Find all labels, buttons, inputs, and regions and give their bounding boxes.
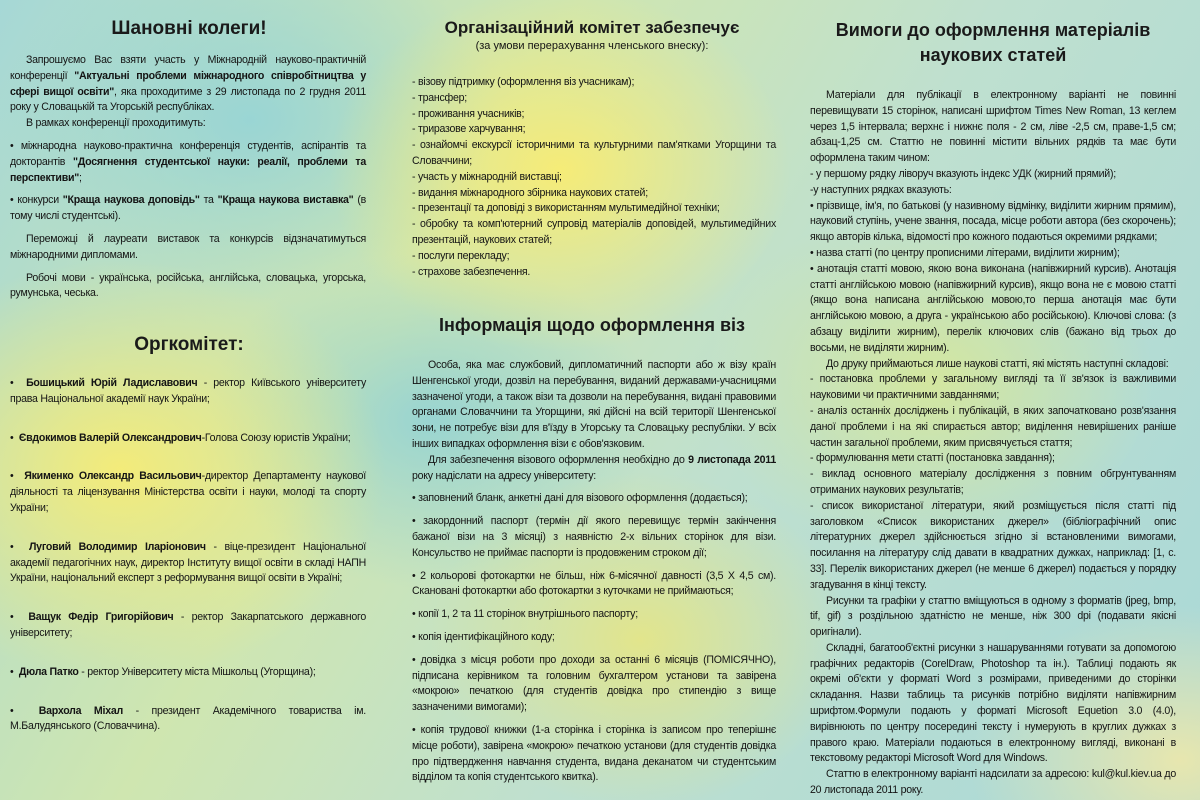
req-line: • анотація статті мовою, якою вона виконана (напівжирний курсив). Анотація статті англійською мовою (напівжирний курсив), якщо вона не є мовою статті (якщо вона написана англійською мовою,то перша анотація має бути англійською мовою, а друга - українською або російською). Ключові слова: (з абзацу виділити жирним), перелік ключових слів (бажано від трьох до восьми, не виділяти жирним). xyxy=(810,262,1176,354)
visa-title: Інформація щодо оформлення віз xyxy=(439,315,745,335)
req-part: - аналіз останніх досліджень і публікацій, в яких започатковано розв'язання даної проблеми і на які спирається автор; виділення невирішених раніше частин загальної проблеми, яким присвячується стаття; xyxy=(810,404,1176,449)
doc-item: • копія ідентифікаційного коду; xyxy=(412,630,555,643)
req-part: - список використаної літератури, який розміщується після статті під заголовком «Список використаних джерел» (бібліографічний опис літературних джерел здійснюється згідно зі встановленими вимогами, посилання на літературу слід давати в квадратних дужках, наприклад: [1, с. 33]. Перелік використаних джерел (не менше 6 джерел) подається у порядку згадування в кінці тексту. xyxy=(810,499,1176,591)
service-item: - візову підтримку (оформлення віз учасникам); xyxy=(412,76,635,88)
req-line: -у наступних рядках вказують: xyxy=(810,183,952,196)
doc-item: • 2 кольорові фотокартки не більш, ніж 6-місячної давності (3,5 X 4,5 см). Скановані фотокартки або фотокартки з куточками не приймаються; xyxy=(412,569,776,598)
event-bullet-contests: • конкурси "Краща наукова доповідь" та "Краща наукова виставка" (в тому числі студентські). xyxy=(10,194,366,223)
intro-paragraph: Запрошуємо Вас взяти участь у Міжнародній науково-практичній конференції "Актуальні проблеми міжнародного співробітництва у сфері вищої освіти", яка проходитиме з 29 листопада по 2 грудня 2011 року у Словацькій та Угорській республіках. xyxy=(10,54,366,114)
req-part: - виклад основного матеріалу дослідження з повним обгрунтуванням отриманих наукових результатів; xyxy=(810,468,1176,496)
events-intro: В рамках конференції проходитимуть: xyxy=(26,117,206,130)
service-item: - проживання учасників; xyxy=(412,107,525,120)
service-item: - видання міжнародного збірника наукових статей; xyxy=(412,186,648,199)
member-item: • Ващук Федір Григорійович - ректор Закарпатського державного університету; xyxy=(10,611,366,639)
member-item: • Бошицький Юрій Ладиславович - ректор Київського університету права Національної академії наук України; xyxy=(10,377,366,405)
service-item: - обробку та комп'ютерний супровід матеріалів доповідей, мультимедійних презентацій, наукових статей; xyxy=(412,218,776,246)
req-paragraph: Складні, багатооб'єктні рисунки з нашаруваннями готувати за допомогою графічних редакторів (CorelDraw, Photoshop та ін.). Таблиці подають як окремі об'єкти у форматі Word з розмірами, приведеними до сторінки складання. Назви таблиць та рисунків потрібно виділяти напівжирним шрифтом.Формули подають у форматі Microsoft Equetion 3.0 (4.0), вирівнюють по центру посередині тексту і нумерують в круглих дужках з правого краю. Матеріали подаються в електронному вигляді, виконані в текстовому редакторі Microsoft Word для Windows. xyxy=(810,641,1176,765)
doc-item: • довідка з місця роботи про доходи за останні 6 місяців (ПОМІСЯЧНО), підписана керівником та головним бухгалтером установи та завірена «мокрою» печаткою (для студентів довідка про стипендію з вище зазначеними вимогами); xyxy=(412,653,776,714)
req-paragraph: Матеріали для публікації в електронному варіанті не повинні перевищувати 15 сторінок, написані шрифтом Times New Roman, 13 кеглем через 1,5 інтервала; верхнє і нижнє поля - 2 см, ліве -2,5 см, праве-1,5 см; абзац-1,25 см. Статтю не повинні містити вільних рядків та має бути оформлена таким чином: xyxy=(810,89,1176,165)
req-part: - формулювання мети статті (постановка завдання); xyxy=(810,452,1055,465)
visa-paragraph: Особа, яка має службовий, дипломатичний паспорти або ж візу країн Шенгенської угоди, дозвіл на перебування, виданий державами-учасницями зазначеної угоди, а також візи та дозволи на перебування, видані правовими органами Словаччини та Угорщини, які дійсні на всій території Шенгенської зони, не потребує візи для в'їзду в Угорську та Словацьку республіки. У всіх інших випадках оформлення візи є обов'язковим. xyxy=(412,359,776,450)
req-paragraph: До друку приймаються лише наукові статті, які містять наступні складові: xyxy=(826,357,1169,370)
service-item: - ознайомчі екскурсії історичними та культурними пам'ятками Угорщини та Словаччини; xyxy=(412,139,776,167)
doc-item: • заповнений бланк, анкетні дані для візового оформлення (додається); xyxy=(412,492,748,505)
service-item: - трансфер; xyxy=(412,91,467,104)
member-item: • Дюла Патко - ректор Університету міста Мішкольц (Угорщина); xyxy=(10,665,316,678)
doc-item: • копія трудової книжки (1-а сторінка і сторінка із записом про теперішнє місце роботи), завірена «мокрою» печаткою установи (для студентів довідка про підтвердження навчання студента, видана деканатом чи студентським відділом та копія студентського квитка). xyxy=(412,723,776,784)
req-paragraph-email: Статтю в електронному варіанті надсилати за адресою: kul@kul.kiev.ua до 20 листопада 2011 року. xyxy=(810,768,1176,797)
service-item: - страхове забезпечення. xyxy=(412,265,531,278)
winners-text: Переможці й лауреати виставок та конкурсів відзначатимуться міжнародними дипломами. xyxy=(10,232,366,261)
req-paragraph: Рисунки та графіки у статтю вміщуються в одному з форматів (jpeg, bmp, tif, gif) з роздільною здатністю не менше, ніж 300 dpi (подавати якісні оригінали). xyxy=(810,594,1176,639)
services-list xyxy=(412,75,776,280)
committee-title: Організаційний комітет забезпечує xyxy=(444,18,740,37)
visa-deadline: Для забезпечення візового оформлення необхідно до 9 листопада 2011 року надіслати на адресу університету: xyxy=(412,453,776,482)
orgcom-members xyxy=(10,376,366,758)
doc-item: • закордонний паспорт (термін дії якого перевищує термін закінчення бажаної візи на 3 місяці) з наявністю 2-х вільних сторінок для візи. Консульство не приймає паспорти із продовженим строком дії; xyxy=(412,515,776,559)
req-part: - постановка проблеми у загальному вигляді та її зв'язок із важливими науковими чи практичними завданнями; xyxy=(810,373,1176,402)
member-item: • Якименко Олександр Васильович-директор Департаменту наукової діяльності та ліцензування Міністерства освіти і науки, молоді та спорту України; xyxy=(10,470,366,514)
req-line: - у першому рядку ліворуч вказують індекс УДК (жирний прямий); xyxy=(810,167,1116,180)
service-item: - участь у міжнародній виставці; xyxy=(412,170,562,183)
invitation-text xyxy=(10,53,366,302)
event-bullet-conference: • міжнародна науково-практична конференція студентів, аспірантів та докторантів "Досягнення студентської науки: реалії, проблеми та перспективи"; xyxy=(10,139,366,184)
requirements-text xyxy=(810,88,1176,799)
service-item: - триразове харчування; xyxy=(412,123,526,136)
member-item: • Вархола Міхал - президент Академічного товариства ім. М.Балудянського (Словаччина). xyxy=(10,704,366,733)
committee-subtitle: (за умови перерахування членського внеску): xyxy=(475,40,709,52)
req-line: • прізвище, ім'я, по батькові (у називному відмінку, виділити жирним прямим), науковий ступінь, учене звання, посада, місце роботи автора (без скорочень); якщо авторів кілька, відомості про кожного подаються окремими рядками; xyxy=(810,199,1176,244)
member-item: • Луговий Володимир Іларіонович - віце-президент Національної академії педагогічних наук, директор Інституту вищої освіти в складі НАПН України, національний експерт з реформування вищої освіти в Україні; xyxy=(10,540,366,585)
service-item: - послуги перекладу; xyxy=(412,249,510,262)
requirements-title: Вимоги до оформлення матеріалів наукових статей xyxy=(835,20,1151,65)
orgcom-title: Оргкомітет: xyxy=(134,334,244,355)
req-line: • назва статті (по центру прописними літерами, виділити жирним); xyxy=(810,246,1120,259)
doc-item: • копії 1, 2 та 11 сторінок внутрішнього паспорту; xyxy=(412,608,638,621)
languages-text: Робочі мови - українська, російська, англійська, словацька, угорська, румунська, чеська. xyxy=(10,271,366,300)
greeting-title: Шановні колеги! xyxy=(111,18,267,39)
member-item: • Євдокимов Валерій Олександрович-Голова Союзу юристів України; xyxy=(10,431,351,444)
service-item: - презентації та доповіді з використанням мультимедійної техніки; xyxy=(412,202,720,215)
visa-text xyxy=(412,358,776,786)
